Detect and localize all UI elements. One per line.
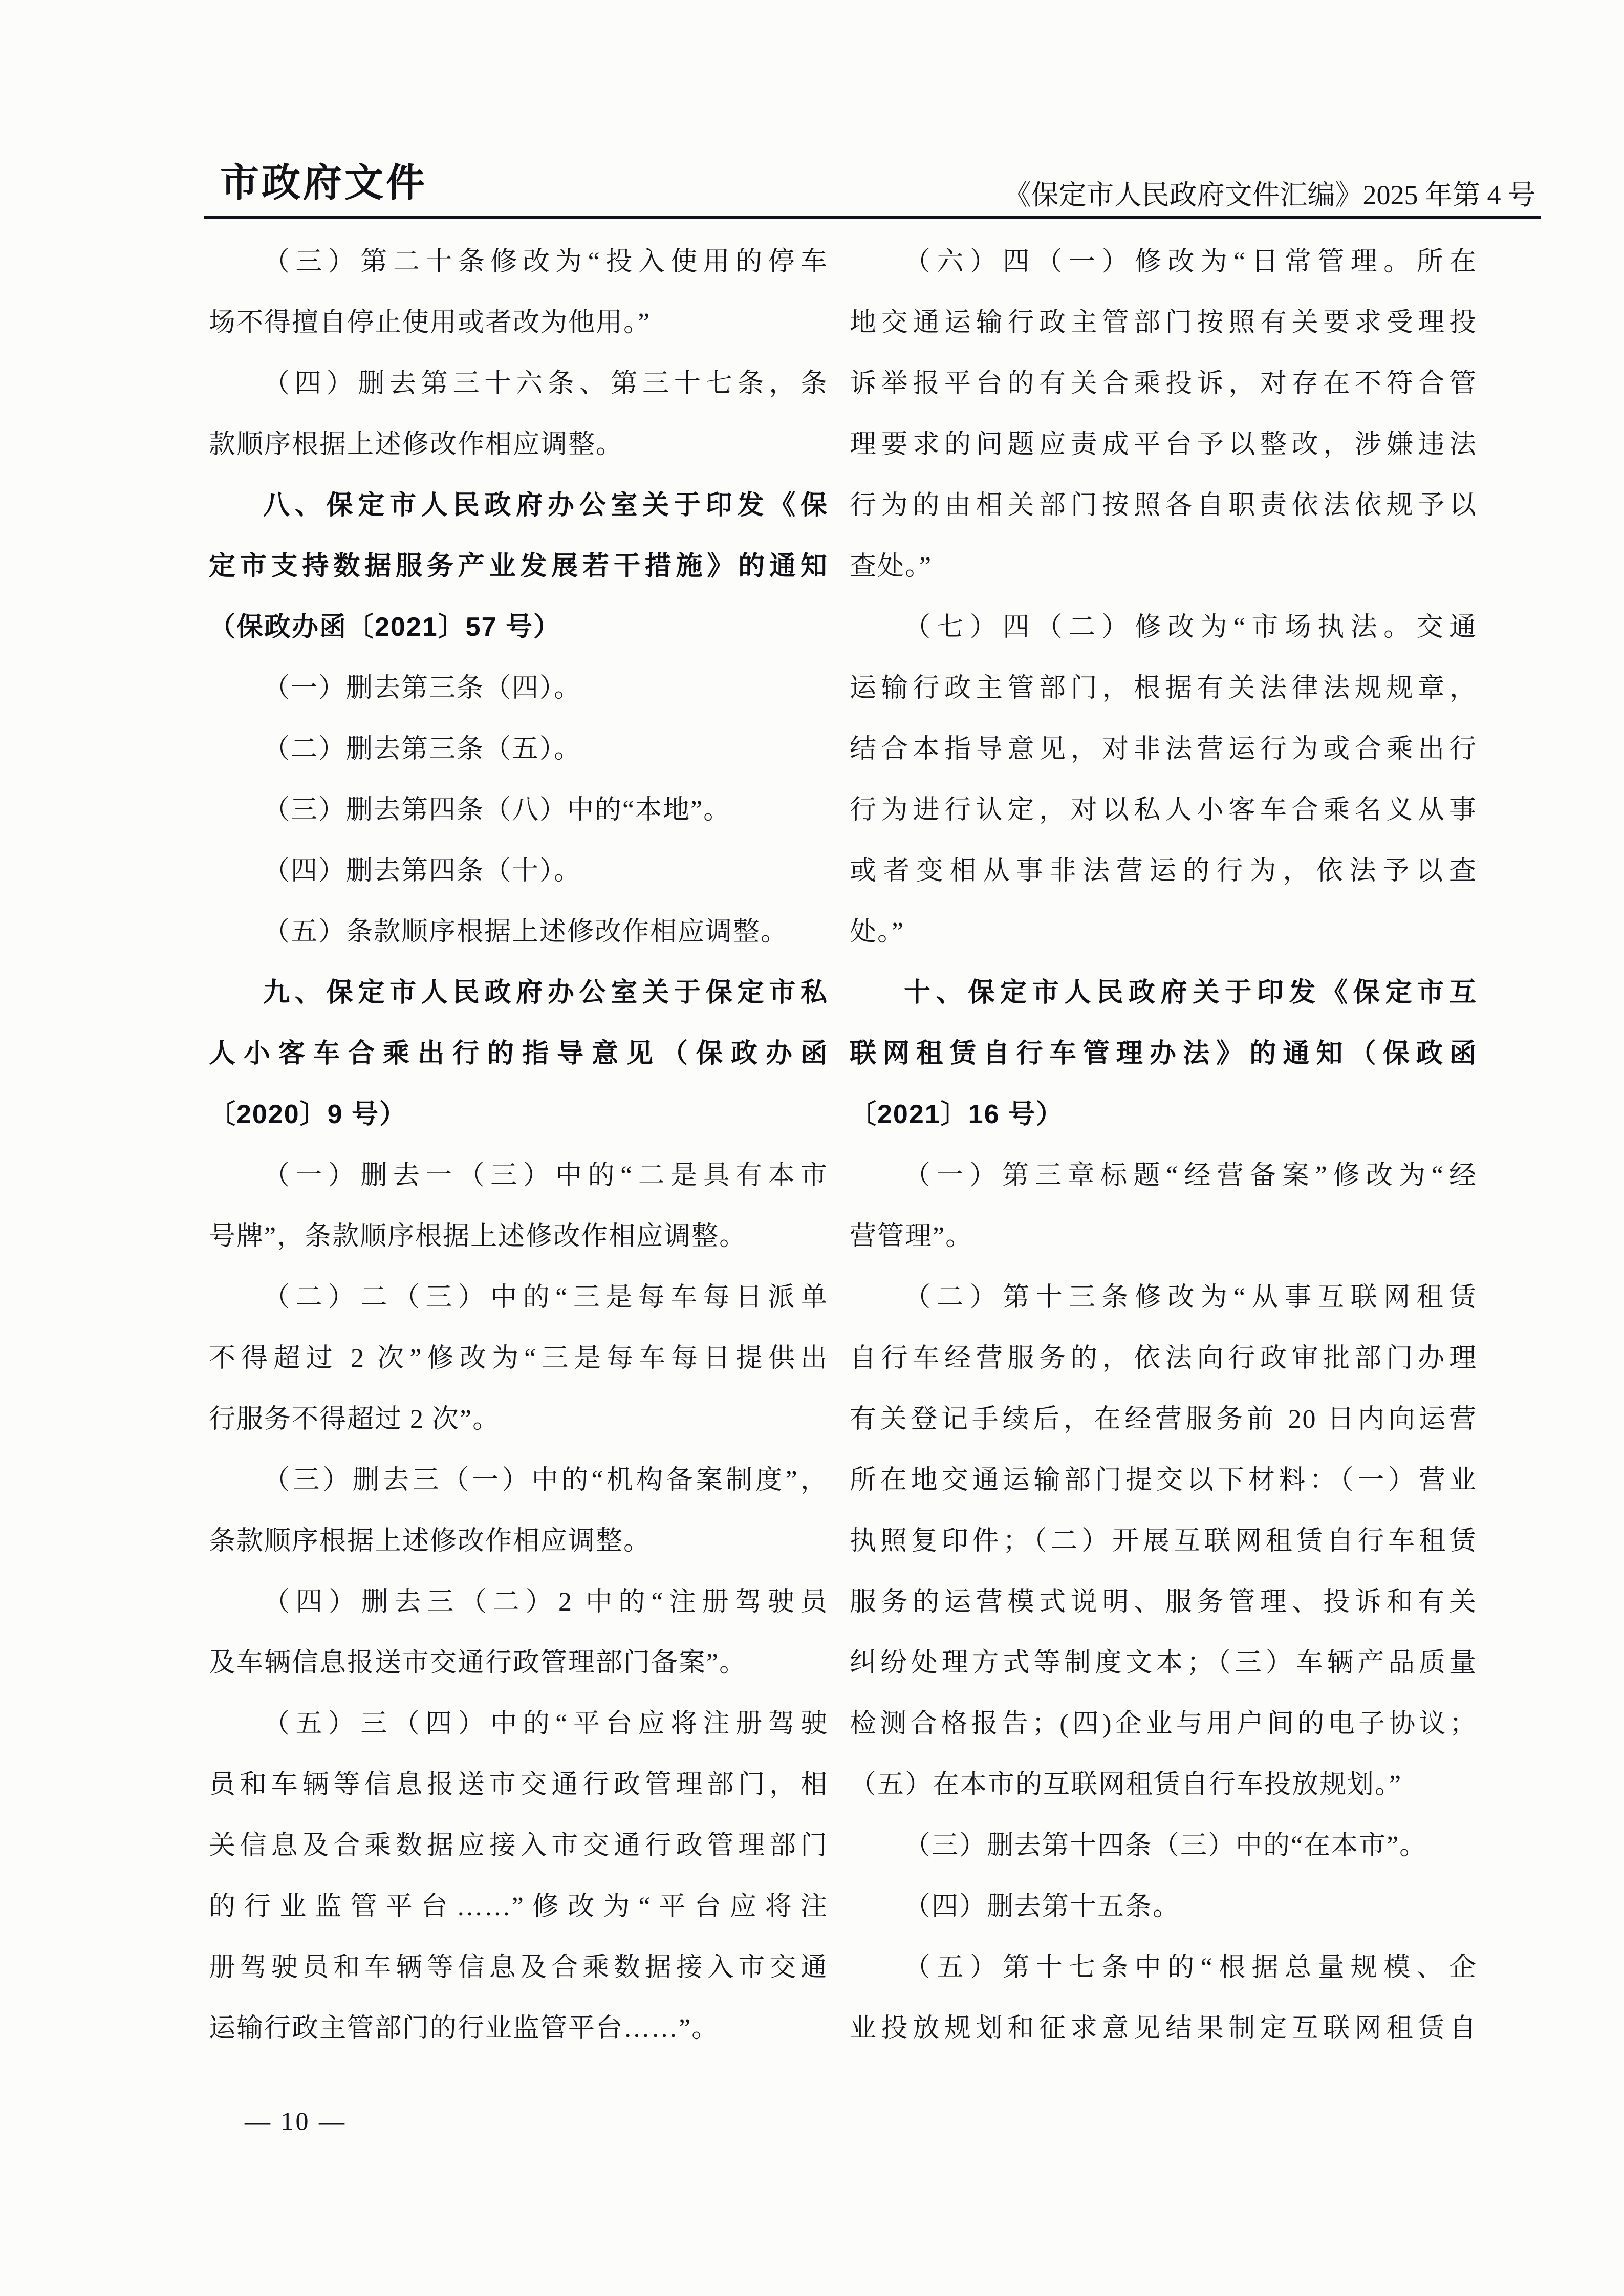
- text-line: 理要求的问题应责成平台予以整改，涉嫌违法: [850, 430, 1477, 459]
- text-line: 处。”: [850, 917, 905, 947]
- text-line: 〔2021〕16 号）: [850, 1100, 1064, 1129]
- text-line: （五）在本市的互联网租赁自行车投放规划。”: [850, 1770, 1402, 1799]
- text-line: 八、保定市人民政府办公室关于印发《保: [263, 490, 828, 520]
- text-line: （七）四（二）修改为“市场执法。交通: [904, 613, 1477, 642]
- text-line: 检测合格报告；(四)企业与用户间的电子协议；: [850, 1709, 1477, 1739]
- text-column-right: [850, 231, 1477, 2059]
- text-line: （保政办函〔2021〕57 号）: [209, 612, 561, 642]
- text-line: 业投放规划和征求意见结果制定互联网租赁自: [850, 2014, 1477, 2043]
- text-line: （四）删去第十五条。: [904, 1892, 1181, 1921]
- text-line: （一）删去第三条（四）。: [263, 674, 582, 703]
- text-line: （五）三（四）中的“平台应将注册驾驶: [263, 1709, 828, 1739]
- text-line: 所在地交通运输部门提交以下材料：（一）营业: [850, 1466, 1477, 1495]
- text-line: （一）删去一（三）中的“二是具有本市: [263, 1161, 828, 1190]
- text-line: 不得超过 2 次”修改为“三是每车每日提供出: [209, 1344, 828, 1373]
- page-number: — 10 —: [245, 2107, 347, 2135]
- header-section-title: 市政府文件: [220, 161, 427, 205]
- text-line: 款顺序根据上述修改作相应调整。: [209, 430, 624, 459]
- text-line: （三）删去第十四条（三）中的“在本市”。: [904, 1831, 1427, 1860]
- text-line: 结合本指导意见，对非法营运行为或合乘出行: [850, 735, 1477, 764]
- text-line: （四）删去三（二）2 中的“注册驾驶员: [263, 1587, 828, 1617]
- text-line: 服务的运营模式说明、服务管理、投诉和有关: [850, 1587, 1477, 1617]
- text-line: 及车辆信息报送市交通行政管理部门备案”。: [209, 1648, 747, 1678]
- text-line: 诉举报平台的有关合乘投诉，对存在不符合管: [850, 369, 1477, 398]
- text-column-left: [209, 231, 828, 2059]
- text-line: 关信息及合乘数据应接入市交通行政管理部门: [209, 1831, 828, 1860]
- text-line: 行为的由相关部门按照各自职责依法依规予以: [850, 491, 1477, 520]
- text-line: 人小客车合乘出行的指导意见（保政办函: [209, 1039, 828, 1068]
- text-line: （四）删去第四条（十）。: [263, 856, 582, 886]
- text-line: （一）第三章标题“经营备案”修改为“经: [904, 1161, 1477, 1190]
- text-line: 执照复印件；（二）开展互联网租赁自行车租赁: [850, 1527, 1477, 1556]
- text-line: （三）删去三（一）中的“机构备案制度”，: [263, 1466, 828, 1495]
- text-line: （二）二（三）中的“三是每车每日派单: [263, 1283, 828, 1312]
- text-line: 或者变相从事非法营运的行为，依法予以查: [850, 856, 1477, 886]
- text-line: 行服务不得超过 2 次”。: [209, 1405, 501, 1434]
- text-line: （四）删去第三十六条、第三十七条，条: [263, 369, 828, 398]
- text-line: 条款顺序根据上述修改作相应调整。: [209, 1527, 652, 1556]
- text-line: 的行业监管平台……”修改为“平台应将注: [209, 1892, 828, 1921]
- text-line: 〔2020〕9 号）: [209, 1100, 407, 1129]
- text-line: 地交通运输行政主管部门按照有关要求受理投: [850, 308, 1477, 337]
- text-line: 册驾驶员和车辆等信息及合乘数据接入市交通: [209, 1953, 828, 1982]
- text-line: （二）删去第三条（五）。: [263, 735, 582, 764]
- text-line: 运输行政主管部门的行业监管平台……”。: [209, 2014, 720, 2043]
- text-line: （三）删去第四条（八）中的“本地”。: [263, 796, 731, 825]
- text-line: 号牌”，条款顺序根据上述修改作相应调整。: [209, 1222, 747, 1251]
- text-line: 行为进行认定，对以私人小客车合乘名义从事: [850, 796, 1477, 825]
- text-line: 员和车辆等信息报送市交通行政管理部门，相: [209, 1770, 828, 1799]
- text-line: 查处。”: [850, 552, 933, 581]
- text-line: 定市支持数据服务产业发展若干措施》的通知: [209, 551, 828, 581]
- text-line: 九、保定市人民政府办公室关于保定市私: [263, 978, 828, 1007]
- text-line: 纠纷处理方式等制度文本；（三）车辆产品质量: [850, 1648, 1477, 1678]
- text-line: 联网租赁自行车管理办法》的通知（保政函: [850, 1039, 1477, 1068]
- header-rule: [204, 216, 1541, 219]
- text-line: 运输行政主管部门，根据有关法律法规规章，: [850, 674, 1477, 703]
- text-line: 十、保定市人民政府关于印发《保定市互: [904, 978, 1477, 1007]
- text-line: （三）第二十条修改为“投入使用的停车: [263, 247, 828, 276]
- text-line: 场不得擅自停止使用或者改为他用。”: [209, 308, 651, 337]
- text-line: 营管理”。: [850, 1222, 973, 1251]
- text-line: （五）条款顺序根据上述修改作相应调整。: [263, 917, 789, 947]
- text-line: 自行车经营服务的，依法向行政审批部门办理: [850, 1344, 1477, 1373]
- header-compilation-title: 《保定市人民政府文件汇编》2025 年第 4 号: [1003, 180, 1535, 210]
- text-line: 有关登记手续后，在经营服务前 20 日内向运营: [850, 1405, 1477, 1434]
- text-line: （六）四（一）修改为“日常管理。所在: [904, 247, 1477, 276]
- text-line: （二）第十三条修改为“从事互联网租赁: [904, 1283, 1477, 1312]
- text-line: （五）第十七条中的“根据总量规模、企: [904, 1953, 1477, 1982]
